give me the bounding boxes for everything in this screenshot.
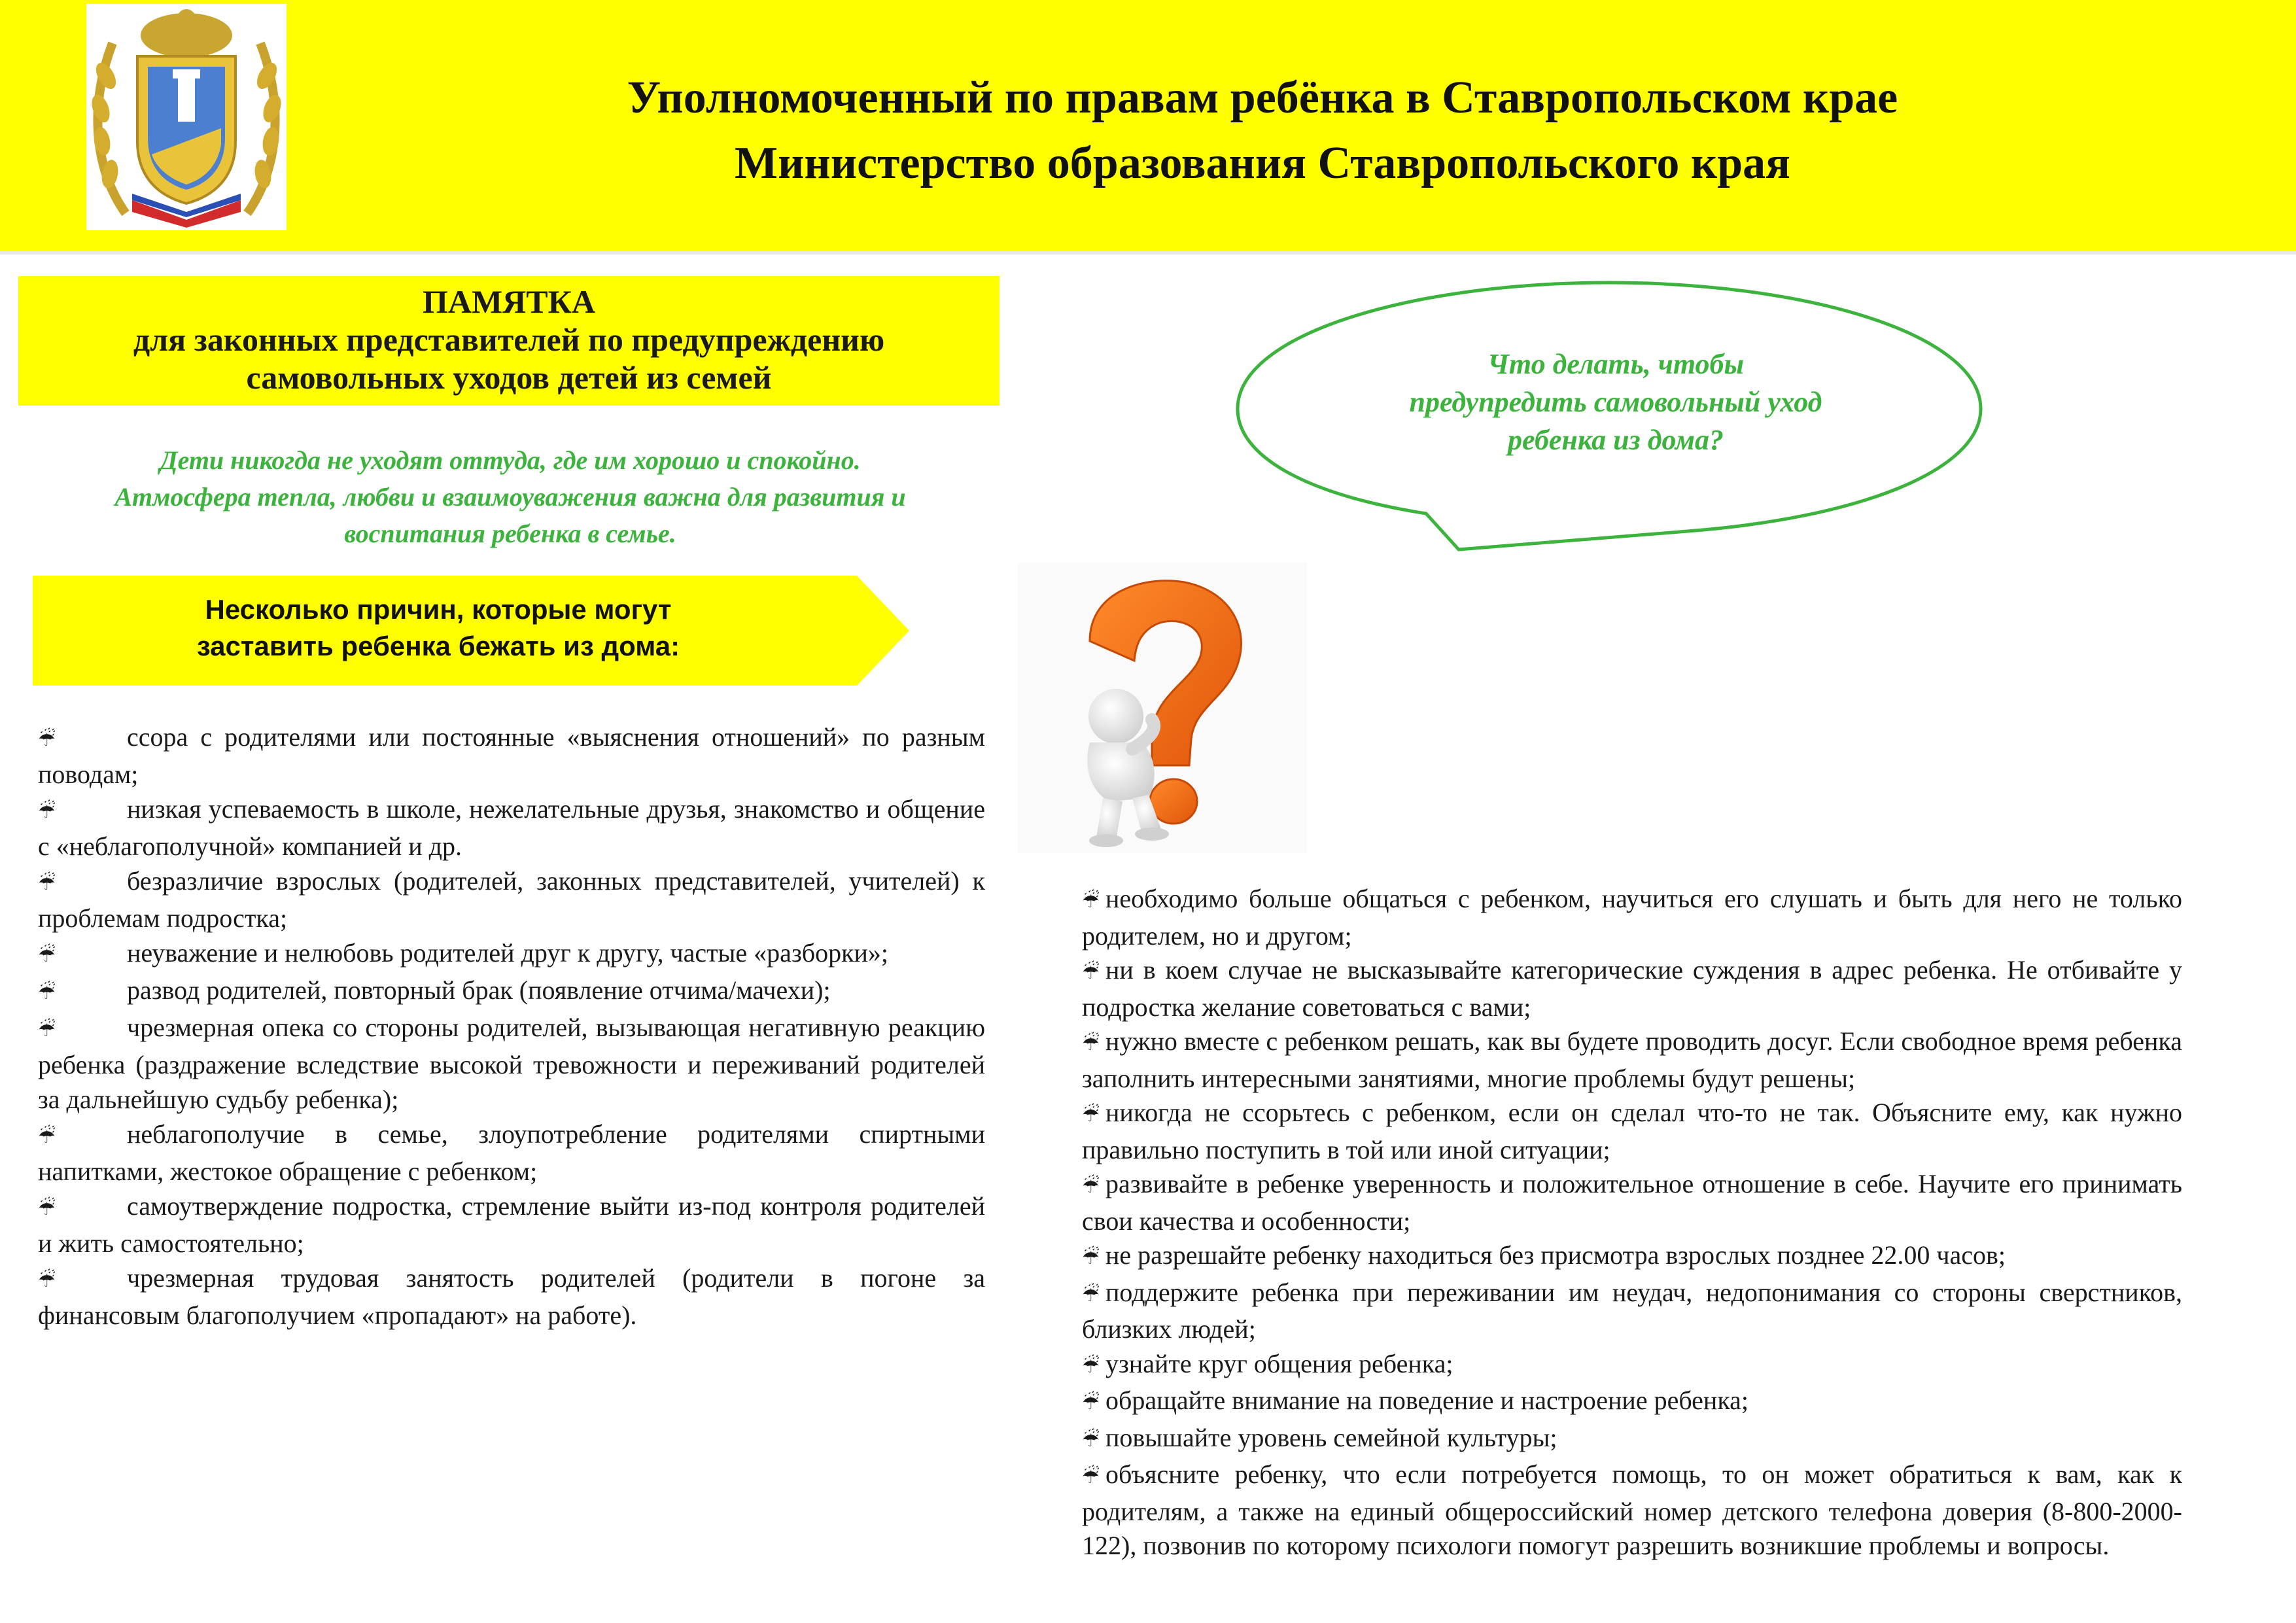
reasons-heading [39,591,837,665]
list-item [38,864,985,935]
umbrella-rain-icon: ☔ [1082,1428,1100,1452]
header-title-ministry: Министерство образования Ставропольского края [735,138,1790,188]
advice-text: объясните ребенку, что если потребуется помощь, то он может обратиться к вам, как к родителям, а также на единый общероссийский номер детского телефона доверия (8-800-2000-122), позвонив по которому психологи помогут разрешить возникшие проблемы и вопросы. [1082,1459,2182,1560]
umbrella-rain-icon: ☔ [38,872,56,895]
reasons-list [38,720,985,1333]
advice-text: никогда не ссорьтесь с ребенком, если он сделал что-то не так. Объясните ему, как нужно правильно поступить в той или иной ситуации; [1082,1098,2182,1164]
reasons-heading-line2: заставить ребенка бежать из дома: [196,631,680,661]
reason-text: неблагополучие в семье, злоупотребление родителями спиртными напитками, жестокое обращение с ребенком; [38,1119,985,1186]
umbrella-rain-icon: ☔ [38,800,56,823]
list-item [38,1117,985,1189]
reason-text: безразличие взрослых (родителей, законных представителей, учителей) к проблемам подростка; [38,866,985,933]
list-item [1082,1096,2182,1167]
umbrella-rain-icon: ☔ [1082,1104,1100,1126]
umbrella-rain-icon: ☔ [38,944,56,967]
advice-text: необходимо больше общаться с ребенком, научиться его слушать и быть для него не только родителем, но и другом; [1082,884,2182,951]
list-item [38,1010,985,1117]
advice-text: нужно вместе с ребенком решать, как вы будете проводить досуг. Если свободное время ребенка заполнить интересными занятиями, многие проблемы будут решены; [1082,1026,2182,1093]
umbrella-rain-icon: ☔ [1082,1246,1100,1269]
list-item [1082,1457,2182,1563]
reasons-heading-line1: Несколько причин, которые могут [205,594,672,625]
list-item [1082,1167,2182,1238]
advice-text: повышайте уровень семейной культуры; [1105,1422,1557,1452]
list-item [38,1261,985,1333]
umbrella-rain-icon: ☔ [1082,1391,1100,1414]
header-title-ombudsman: Уполномоченный по правам ребёнка в Ставропольском крае [627,73,1898,123]
umbrella-rain-icon: ☔ [38,1019,56,1041]
list-item [38,720,985,792]
bubble-line1: Что делать, чтобы [1487,348,1744,380]
memo-title: ПАМЯТКА [422,283,595,320]
intro-line1: Дети никогда не уходят оттуда, где им хорошо и спокойно. [160,445,861,475]
reason-text: самоутверждение подростка, стремление выйти из-под контроля родителей и жить самостоятельно; [38,1191,985,1258]
advice-text: узнайте круг общения ребенка; [1105,1348,1453,1378]
umbrella-rain-icon: ☔ [38,981,56,1004]
memo-subtitle-line1: для законных представителей по предупреждению [133,321,885,358]
umbrella-rain-icon: ☔ [38,1125,56,1148]
list-item [38,973,985,1010]
list-item [1082,953,2182,1024]
header-divider [0,251,2296,254]
advice-text: развивайте в ребенке уверенность и положительное отношение в себе. Научите его принимать свои качества и особенности; [1082,1169,2182,1236]
list-item [1082,1347,2182,1384]
umbrella-rain-icon: ☔ [38,728,56,751]
umbrella-rain-icon: ☔ [1082,1465,1100,1488]
umbrella-rain-icon: ☔ [1082,1283,1100,1306]
list-item [38,792,985,864]
umbrella-rain-icon: ☔ [1082,1032,1100,1055]
bubble-line2: предупредить самовольный уход [1409,386,1822,418]
list-item [38,935,985,973]
reason-text: чрезмерная трудовая занятость родителей (родители в погоне за финансовым благополучием «пропадают» на работе). [38,1263,985,1330]
reason-text: низкая успеваемость в школе, нежелательные друзья, знакомство и общение с «неблагополучной» компанией и др. [38,794,985,861]
reason-text: развод родителей, повторный брак (появление отчима/мачехи); [127,975,831,1005]
reason-text: чрезмерная опека со стороны родителей, вызывающая негативную реакцию ребенка (раздражение вследствие высокой тревожности и переживаний родителей за дальнейшую судьбу ребенка); [38,1013,985,1114]
bubble-question [1302,345,1930,459]
list-item [1082,1384,2182,1421]
advice-text: обращайте внимание на поведение и настроение ребенка; [1105,1386,1749,1415]
umbrella-rain-icon: ☔ [38,1269,56,1292]
advice-text: ни в коем случае не высказывайте категорические суждения в адрес ребенка. Не отбивайте у подростка желание советоваться с вами; [1082,955,2182,1022]
reason-text: неуважение и нелюбовь родителей друг к другу, частые «разборки»; [127,938,889,968]
thinking-figure-question-mark-icon [1018,563,1307,853]
intro-line2: Атмосфера тепла, любви и взаимоуважения важна для развития и [114,482,906,512]
stavropol-coat-of-arms-icon [86,4,287,230]
list-item [38,1189,985,1261]
list-item [1082,1421,2182,1458]
reason-text: ссора с родителями или постоянные «выяснения отношений» по разным поводам; [38,722,985,789]
umbrella-rain-icon: ☔ [1082,1175,1100,1198]
intro-line3: воспитания ребенка в семье. [344,519,676,548]
umbrella-rain-icon: ☔ [1082,961,1100,984]
umbrella-rain-icon: ☔ [1082,890,1100,913]
list-item [1082,1238,2182,1276]
bubble-line3: ребенка из дома? [1508,424,1724,456]
memo-title-box [18,276,1000,406]
list-item [1082,882,2182,953]
advice-text: не разрешайте ребенку находиться без присмотра взрослых позднее 22.00 часов; [1105,1240,2006,1270]
list-item [1082,1024,2182,1096]
umbrella-rain-icon: ☔ [1082,1354,1100,1378]
intro-text [26,442,994,552]
advice-text: поддержите ребенка при переживании им неудач, недопонимания со стороны сверстников, близких людей; [1082,1277,2182,1344]
list-item [1082,1276,2182,1347]
umbrella-rain-icon: ☔ [38,1197,56,1220]
memo-subtitle-line2: самовольных уходов детей из семей [246,359,772,396]
advice-list [1082,882,2182,1563]
